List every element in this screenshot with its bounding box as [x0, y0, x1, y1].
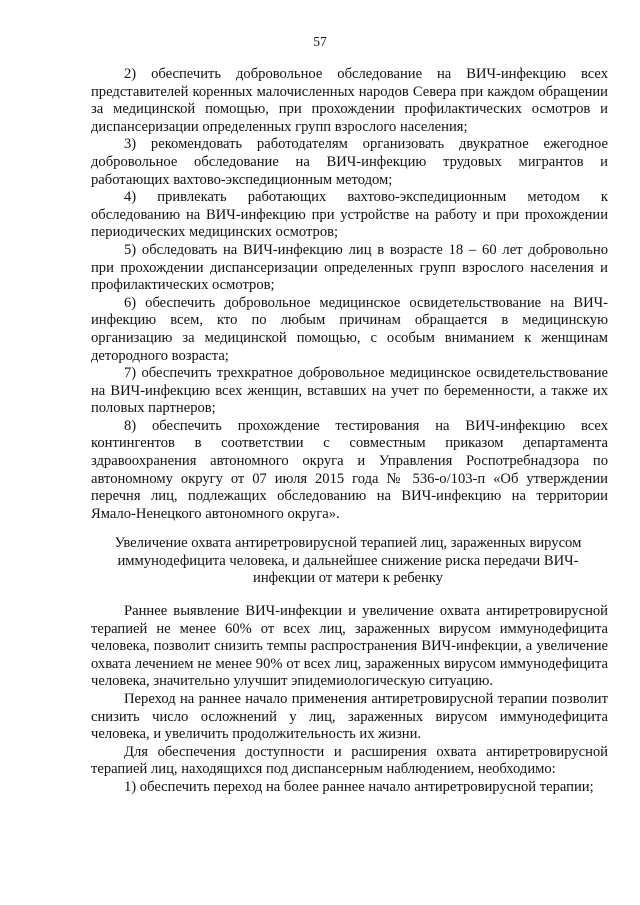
list-item: 7) обеспечить трехкратное добровольное медицинское освидетельствование на ВИЧ-инфекцию всех женщин, вставших на учет по беременности, а также их половых партнеров;	[91, 365, 608, 417]
section-body	[91, 603, 608, 797]
body-paragraph: Раннее выявление ВИЧ-инфекции и увеличение охвата антиретровирусной терапией не менее 60% от всех лиц, зараженных вирусом иммунодефицита человека, позволит снизить темпы распространения ВИЧ-инфекции, а увеличение охвата лечением не менее 90% от всех лиц, зараженных вирусом иммунодефицита человека, значительно улучшит эпидемиологическую ситуацию.	[91, 603, 608, 690]
list-item: 6) обеспечить добровольное медицинское освидетельствование на ВИЧ-инфекцию всем, кто по любым причинам обращается в медицинскую организацию за медицинской помощью, с особым вниманием к женщинам детородного возраста;	[91, 294, 608, 364]
body-paragraph: Для обеспечения доступности и расширения охвата антиретровирусной терапией лиц, находящихся под диспансерным наблюдением, необходимо:	[91, 743, 608, 778]
list-item: 2) обеспечить добровольное обследование на ВИЧ-инфекцию всех представителей коренных малочисленных народов Севера при каждом обращении за медицинской помощью, при прохождении профилактических осмотров и диспансеризации определенных групп взрослого населения;	[91, 66, 608, 135]
list-item: 1) обеспечить переход на более раннее начало антиретровирусной терапии;	[124, 778, 594, 795]
list-item: 8) обеспечить прохождение тестирования на ВИЧ-инфекцию всех контингентов в соответствии с совместным приказом департамента здравоохранения автономного округа и Управления Роспотребнадзора по автономному округу от 07 июля 2015 года № 536-о/103-п «Об утверждении перечня лиц, подлежащих обследованию на ВИЧ-инфекцию на территории Ямало-Ненецкого автономного округа».	[91, 417, 608, 522]
list-item: 4) привлекать работающих вахтово-экспедиционным методом к обследованию на ВИЧ-инфекцию при устройстве на работу и при прохождении периодических медицинских осмотров;	[91, 189, 608, 241]
list-item: 3) рекомендовать работодателям организовать двукратное ежегодное добровольное обследование на ВИЧ-инфекцию трудовых мигрантов и работающих вахтово-экспедиционным методом;	[91, 136, 608, 188]
measures-list	[91, 66, 608, 523]
body-paragraph: Переход на раннее начало применения антиретровирусной терапии позволит снизить число осложнений у лиц, зараженных вирусом иммунодефицита человека, и увеличить продолжительность их жизни.	[91, 690, 608, 743]
section-heading: Увеличение охвата антиретровирусной терапией лиц, зараженных вирусом иммунодефицита человека, и дальнейшее снижение риска передачи ВИЧ-инфекции от матери к ребенку	[114, 535, 582, 587]
page-number: 57	[313, 34, 327, 49]
list-item: 5) обследовать на ВИЧ-инфекцию лиц в возрасте 18 – 60 лет добровольно при прохождении диспансеризации определенных групп взрослого населения и профилактических осмотров;	[91, 241, 608, 294]
